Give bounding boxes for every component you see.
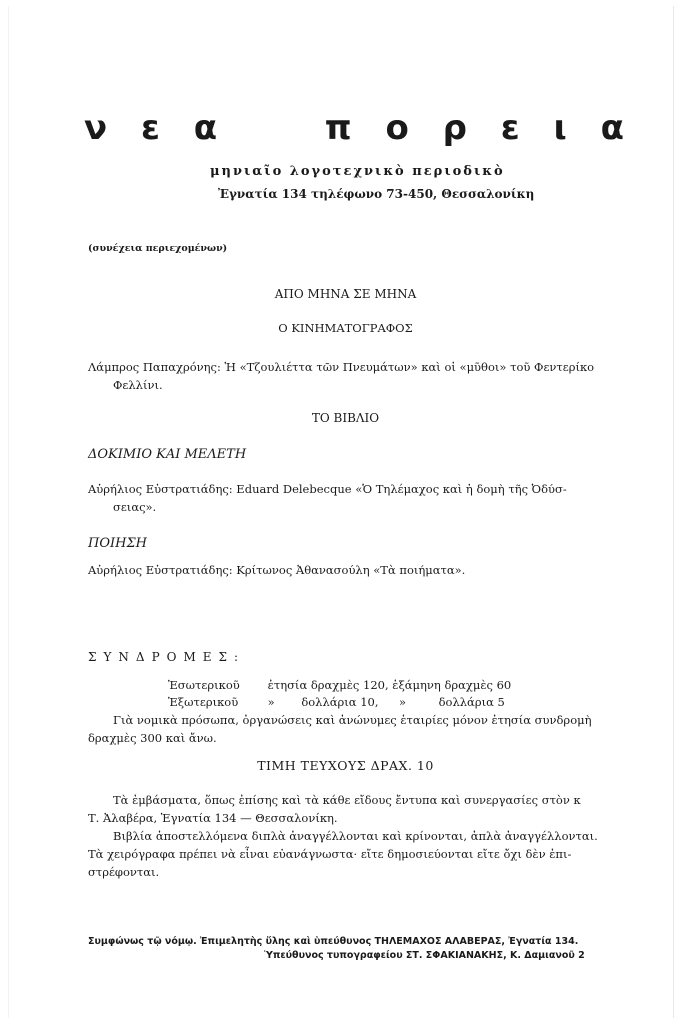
notes-line5: στρέφονται. [88,865,160,879]
fee-domestic-text: ἐτησία δραχμὲς 120, ἑξάμηνη δραχμὲς 60 [267,678,512,692]
masthead-word-gap [251,108,291,148]
section-month: ΑΠΟ ΜΗΝΑ ΣΕ ΜΗΝΑ [274,287,417,301]
legal-entities-line1: Γιὰ νομικὰ πρόσωπα, ὀργανώσεις καὶ ἀνώνυμες ἑταιρίες μόνον ἐτησία συνδρομὴ [113,713,592,727]
legal-entities-line2: δραχμὲς 300 καὶ ἄνω. [88,731,217,745]
issue-price: ΤΙΜΗ ΤΕΥΧΟΥΣ ΔΡΑΧ. 10 [257,758,434,773]
fee-domestic-label: Ἐσωτερικοῦ [168,678,240,692]
fee-row-foreign [168,695,505,709]
footer-legal-line2: Ὑπεύθυνος τυπογραφείου ΣΤ. ΣΦΑΚΙΑΝΑΚΗΣ, Κ. Δαμιανοῦ 2 [264,950,585,961]
notes-line1: Τὰ ἐμβάσματα, ὅπως ἐπίσης καὶ τὰ κάθε εἴδους ἔντυπα καὶ συνεργασίες στὸν κ [113,793,581,807]
cinema-entry-line2: Φελλίνι. [113,378,163,392]
cinema-entry-line1: Λάμπρος Παπαχρόνης: Ἡ «Τζουλιέττα τῶν Πνευμάτων» καὶ οἱ «μῦθοι» τοῦ Φεντερίκο [88,360,595,374]
masthead-letter: α [600,108,624,148]
ditto-mark: » [398,695,407,709]
journal-subtitle: μηνιαῖο λογοτεχνικὸ περιοδικὸ [210,164,505,179]
masthead-letter: π [324,108,352,148]
masthead-letter: ε [140,108,160,148]
section-book: ΤΟ ΒΙΒΛΙΟ [311,411,380,425]
fee-foreign-annual: δολλάρια 10, [301,695,379,709]
masthead-letter: ο [385,108,409,148]
essay-heading: ΔΟΚΙΜΙΟ ΚΑΙ ΜΕΛΕΤΗ [88,447,247,462]
poetry-heading: ΠΟΙΗΣΗ [88,536,147,551]
contents-continuation: (συνέχεια περιεχομένων) [88,243,228,254]
fee-foreign-label: Ἐξωτερικοῦ [168,695,239,709]
poetry-entry-line1: Αὐρήλιος Εὐστρατιάδης: Κρίτωνος Ἀθανασούλη «Τὰ ποιήματα». [88,563,466,577]
masthead-letter: α [193,108,218,148]
footer-legal-line1: Συμφώνως τῷ νόμῳ. Ἐπιμελητὴς ὕλης καὶ ὑπεύθυνος ΤΗΛΕΜΑΧΟΣ ΑΛΑΒΕΡΑΣ, Ἐγνατία 134. [88,936,579,947]
masthead-letter: ν [84,108,108,148]
masthead-letter: ε [500,108,520,148]
essay-entry-line2: σειας». [113,500,157,514]
fee-row-domestic [168,678,511,692]
masthead-letter: ι [553,108,567,148]
subscriptions-title: ΣΥΝΔΡΟΜΕΣ: [88,650,246,664]
journal-address: Ἐγνατία 134 τηλέφωνο 73-450, Θεσσαλονίκη [218,187,535,201]
notes-line4: Τὰ χειρόγραφα πρέπει νὰ εἶναι εὐανάγνωστα· εἴτε δημοσιεύονται εἴτε ὄχι δὲν ἐπι- [88,847,572,861]
masthead-title [84,108,624,148]
masthead-letter: ρ [442,108,467,148]
essay-entry-line1: Αὐρήλιος Εὐστρατιάδης: Eduard Delebecque «Ὁ Τηλέμαχος καὶ ἡ δομὴ τῆς Ὀδύσ- [88,482,567,496]
section-cinema: Ο ΚΙΝΗΜΑΤΟΓΡΑΦΟΣ [278,321,413,335]
notes-line3: Βιβλία ἀποστελλόμενα διπλὰ ἀναγγέλλονται καὶ κρίνονται, ἁπλὰ ἀναγγέλλονται. [113,829,598,843]
notes-line2: Τ. Ἀλαβέρα, Ἐγνατία 134 — Θεσσαλονίκη. [88,811,338,825]
fee-foreign-half: δολλάρια 5 [438,695,505,709]
ditto-mark: » [267,695,275,709]
